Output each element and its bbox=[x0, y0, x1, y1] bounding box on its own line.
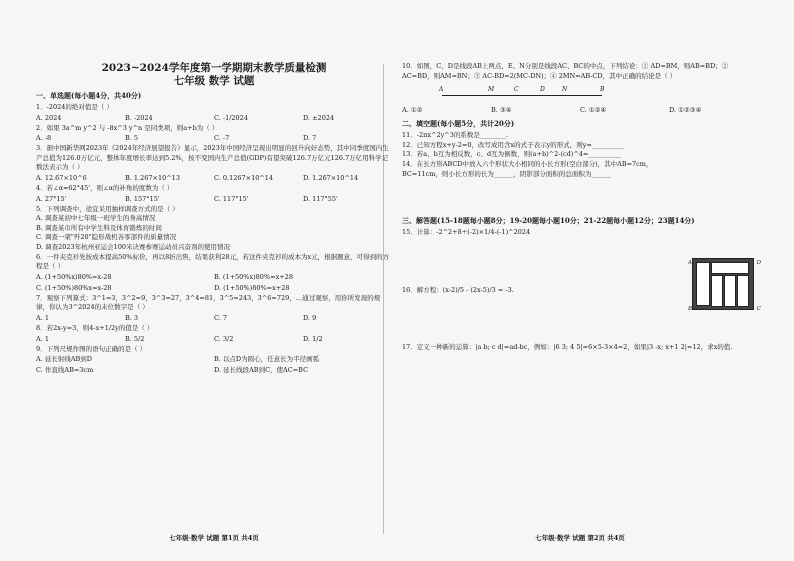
page-footer: 七年级·数学 试题 第2页 共4页 bbox=[535, 534, 625, 542]
question-5: 5．下列调查中，适宜采用抽样调查方式的是（ ） bbox=[36, 204, 179, 213]
point-label: M bbox=[488, 86, 495, 94]
option: A. (1+50%x)80%=x-28 bbox=[36, 272, 112, 281]
q10-options bbox=[402, 105, 758, 116]
q9-options bbox=[36, 354, 392, 376]
option: A. 12.67×10^6 bbox=[36, 173, 87, 182]
option: B. -2024 bbox=[125, 113, 153, 122]
option: C. 117°15' bbox=[214, 194, 249, 203]
option: C. ①②④ bbox=[580, 106, 607, 115]
point-label: A bbox=[439, 86, 444, 94]
option: D. 1.267×10^14 bbox=[303, 173, 359, 182]
exam-subtitle: 七年级 数学 试题 bbox=[173, 75, 255, 87]
rectangle-figure bbox=[692, 258, 754, 310]
option: C. 0.1267×10^14 bbox=[214, 173, 274, 182]
question-15: 15．计算：-2^2+8÷(-2)×1/4-(-1)^2024 bbox=[402, 228, 531, 237]
option: D. (1+50%)80%=x+28 bbox=[214, 283, 290, 292]
option: B. (1+50%x)80%=x+28 bbox=[214, 272, 293, 281]
option: A. 1 bbox=[36, 334, 49, 343]
small-rectangle bbox=[724, 275, 736, 307]
option: B. 调查某市所有中学生科及体育锻炼的时间 bbox=[36, 223, 162, 232]
small-rectangle bbox=[711, 275, 723, 307]
question-4: 4．若∠α=62°45'，则∠α的补角的度数为（ ） bbox=[36, 183, 174, 192]
q3-options bbox=[36, 173, 392, 184]
option: A. 延长射线AB到D bbox=[36, 355, 93, 364]
fig-label: A bbox=[688, 260, 692, 266]
small-rectangle bbox=[711, 262, 749, 274]
option: A. -8 bbox=[36, 134, 52, 143]
question-11: 11．-2πx^2y^3的系数是________. bbox=[402, 131, 508, 140]
q4-options bbox=[36, 194, 392, 205]
option: C. 调查一架"歼20"隐形战机各零部件的质量情况 bbox=[36, 233, 177, 242]
question-16: 16．解方程：(x-2)/5 - (2x-5)/3 = -3. bbox=[402, 285, 514, 294]
page-footer: 七年级·数学 试题 第1页 共4页 bbox=[169, 534, 259, 542]
option: C. -7 bbox=[214, 134, 230, 143]
q7-options bbox=[36, 313, 392, 324]
q8-options bbox=[36, 334, 392, 345]
option: D. 9 bbox=[303, 313, 317, 322]
question-2: 2．如果 3a^m y^2 与 -8x^3 y^n 是同类项，则a+b为（ ） bbox=[36, 123, 219, 132]
option: A. ①② bbox=[402, 106, 423, 115]
option: D. ±2024 bbox=[303, 113, 335, 122]
question-6: 6．一件夹克衫先按成本提高50%标价，再以8折出售，结果获利28元，若这件夹克衫的成本为x元，根据题意，可得到的方程是（ ） bbox=[36, 252, 390, 271]
question-1: 1．-2024的绝对值是（ ） bbox=[36, 103, 113, 111]
question-17: 17．定义一种新的运算：|a b; c d|=ad-bc，例如：|6 3; 4 5|=6×5-3×4=2，如果|3 -x; x+1 2|=12，求x的值. bbox=[402, 343, 733, 352]
question-14: 14．在长方形ABCD中放入六个形状大小相同的小长方形(空白部分)，其中AB=7cm，BC=11cm，则小长方形的长为______，阴影部分面积的总面积为______ bbox=[402, 159, 653, 178]
q6-options bbox=[36, 272, 392, 294]
fig-label: D bbox=[756, 260, 761, 266]
option: B. ③④ bbox=[491, 106, 512, 115]
question-8: 8．若2x-y=3，则4-x+1/2y的值是（ ） bbox=[36, 323, 154, 332]
option: C. -1/2024 bbox=[214, 113, 248, 122]
point-label: C bbox=[514, 86, 519, 94]
q1-options bbox=[36, 113, 392, 124]
option: B. 5/2 bbox=[125, 334, 145, 343]
segment-figure bbox=[439, 83, 642, 103]
question-12: 12．已知方程x+y-2=0，改写成用含x的式子表示y的形式，则y=__________ bbox=[402, 140, 625, 149]
small-rectangle bbox=[737, 275, 749, 307]
option: D. 延长线段AB到C，使AC=BC bbox=[214, 366, 309, 375]
option: B. 5 bbox=[125, 134, 139, 143]
option: D. 7 bbox=[303, 134, 317, 143]
right-page bbox=[402, 62, 761, 542]
fig-label: C bbox=[756, 306, 761, 312]
section-title-2: 二、填空题(每小题5分，共计20分) bbox=[402, 119, 515, 129]
option: D. 117°55' bbox=[303, 194, 338, 203]
question-10: 10．如图，C、D是线段AB上两点，E、N分别是线段AC、BC的中点，下列结论：① AD=BM，则AB=BD；② AC=BD，则AM=BN；③ AC-BD=2(MC-DN)；④ 2MN=AB-CD，其中正确的结论是（ ） bbox=[402, 62, 729, 80]
question-7: 7．观察下列算式：3^1=3，3^2=9，3^3=27，3^4=81，3^5=243，3^6=729，…通过观察，用你所发现的规律，你认为3^2024的末位数字是（ ） bbox=[36, 293, 381, 312]
option: B. 3 bbox=[125, 313, 139, 322]
point-label: D bbox=[540, 86, 545, 94]
option: D. 1/2 bbox=[303, 334, 323, 343]
option: A. 调查某初中七年级一班学生的身高情况 bbox=[36, 214, 156, 223]
point-label: B bbox=[600, 86, 605, 94]
exam-title: 2023~2024学年度第一学期期末教学质量检测 bbox=[101, 62, 327, 74]
option: C. 7 bbox=[214, 313, 228, 322]
fig-label: B bbox=[687, 306, 692, 312]
option: D. ①②③④ bbox=[669, 106, 702, 115]
question-3: 3．据中国新华网2023年《2024年经济展望报告》显示，2023年中国经济呈现出明显的回升向好态势，其中同季度国内生产总值为126.0万亿元，整体年度增长率达到5.2%，按不变国内生产总值(GDP)有望突破126.7万亿元126.7万亿用科学记数法表示为（ ） bbox=[36, 144, 389, 172]
option: D. 调查2023年杭州亚运会100米决赛参赛运动员兴奋剂的使用情况 bbox=[36, 242, 231, 251]
option: B. 1.267×10^13 bbox=[125, 173, 180, 182]
section-title-3: 三、解答题(15-18题每小题8分；19-20题每小题10分；21-22题每小题12分；23题14分) bbox=[402, 216, 695, 226]
option: C. 作直线AB=3cm bbox=[36, 366, 94, 375]
segment-line bbox=[442, 95, 602, 96]
option: A. 2024 bbox=[36, 113, 62, 122]
option: A. 1 bbox=[36, 313, 49, 322]
question-9: 9．下列尺规作图的语句正确的是（ ） bbox=[36, 344, 147, 353]
left-page bbox=[36, 62, 392, 542]
option: C. (1+50%)80%x=x-28 bbox=[36, 283, 112, 292]
option: B. 157°15' bbox=[125, 194, 160, 203]
section-title-1: 一、单选题(每小题4分，共40分) bbox=[36, 91, 142, 100]
question-13: 13．若a、b互为相反数，c、d互为倒数，则(a+b)^2-(cd)^4=__________ bbox=[402, 150, 621, 159]
option: B. 以点D为圆心，任意长为半径画弧 bbox=[214, 355, 320, 364]
option: C. 3/2 bbox=[214, 334, 234, 343]
option: A. 27°15' bbox=[36, 194, 67, 203]
q2-options bbox=[36, 133, 392, 144]
small-rectangle bbox=[696, 262, 710, 306]
point-label: N bbox=[562, 86, 568, 94]
